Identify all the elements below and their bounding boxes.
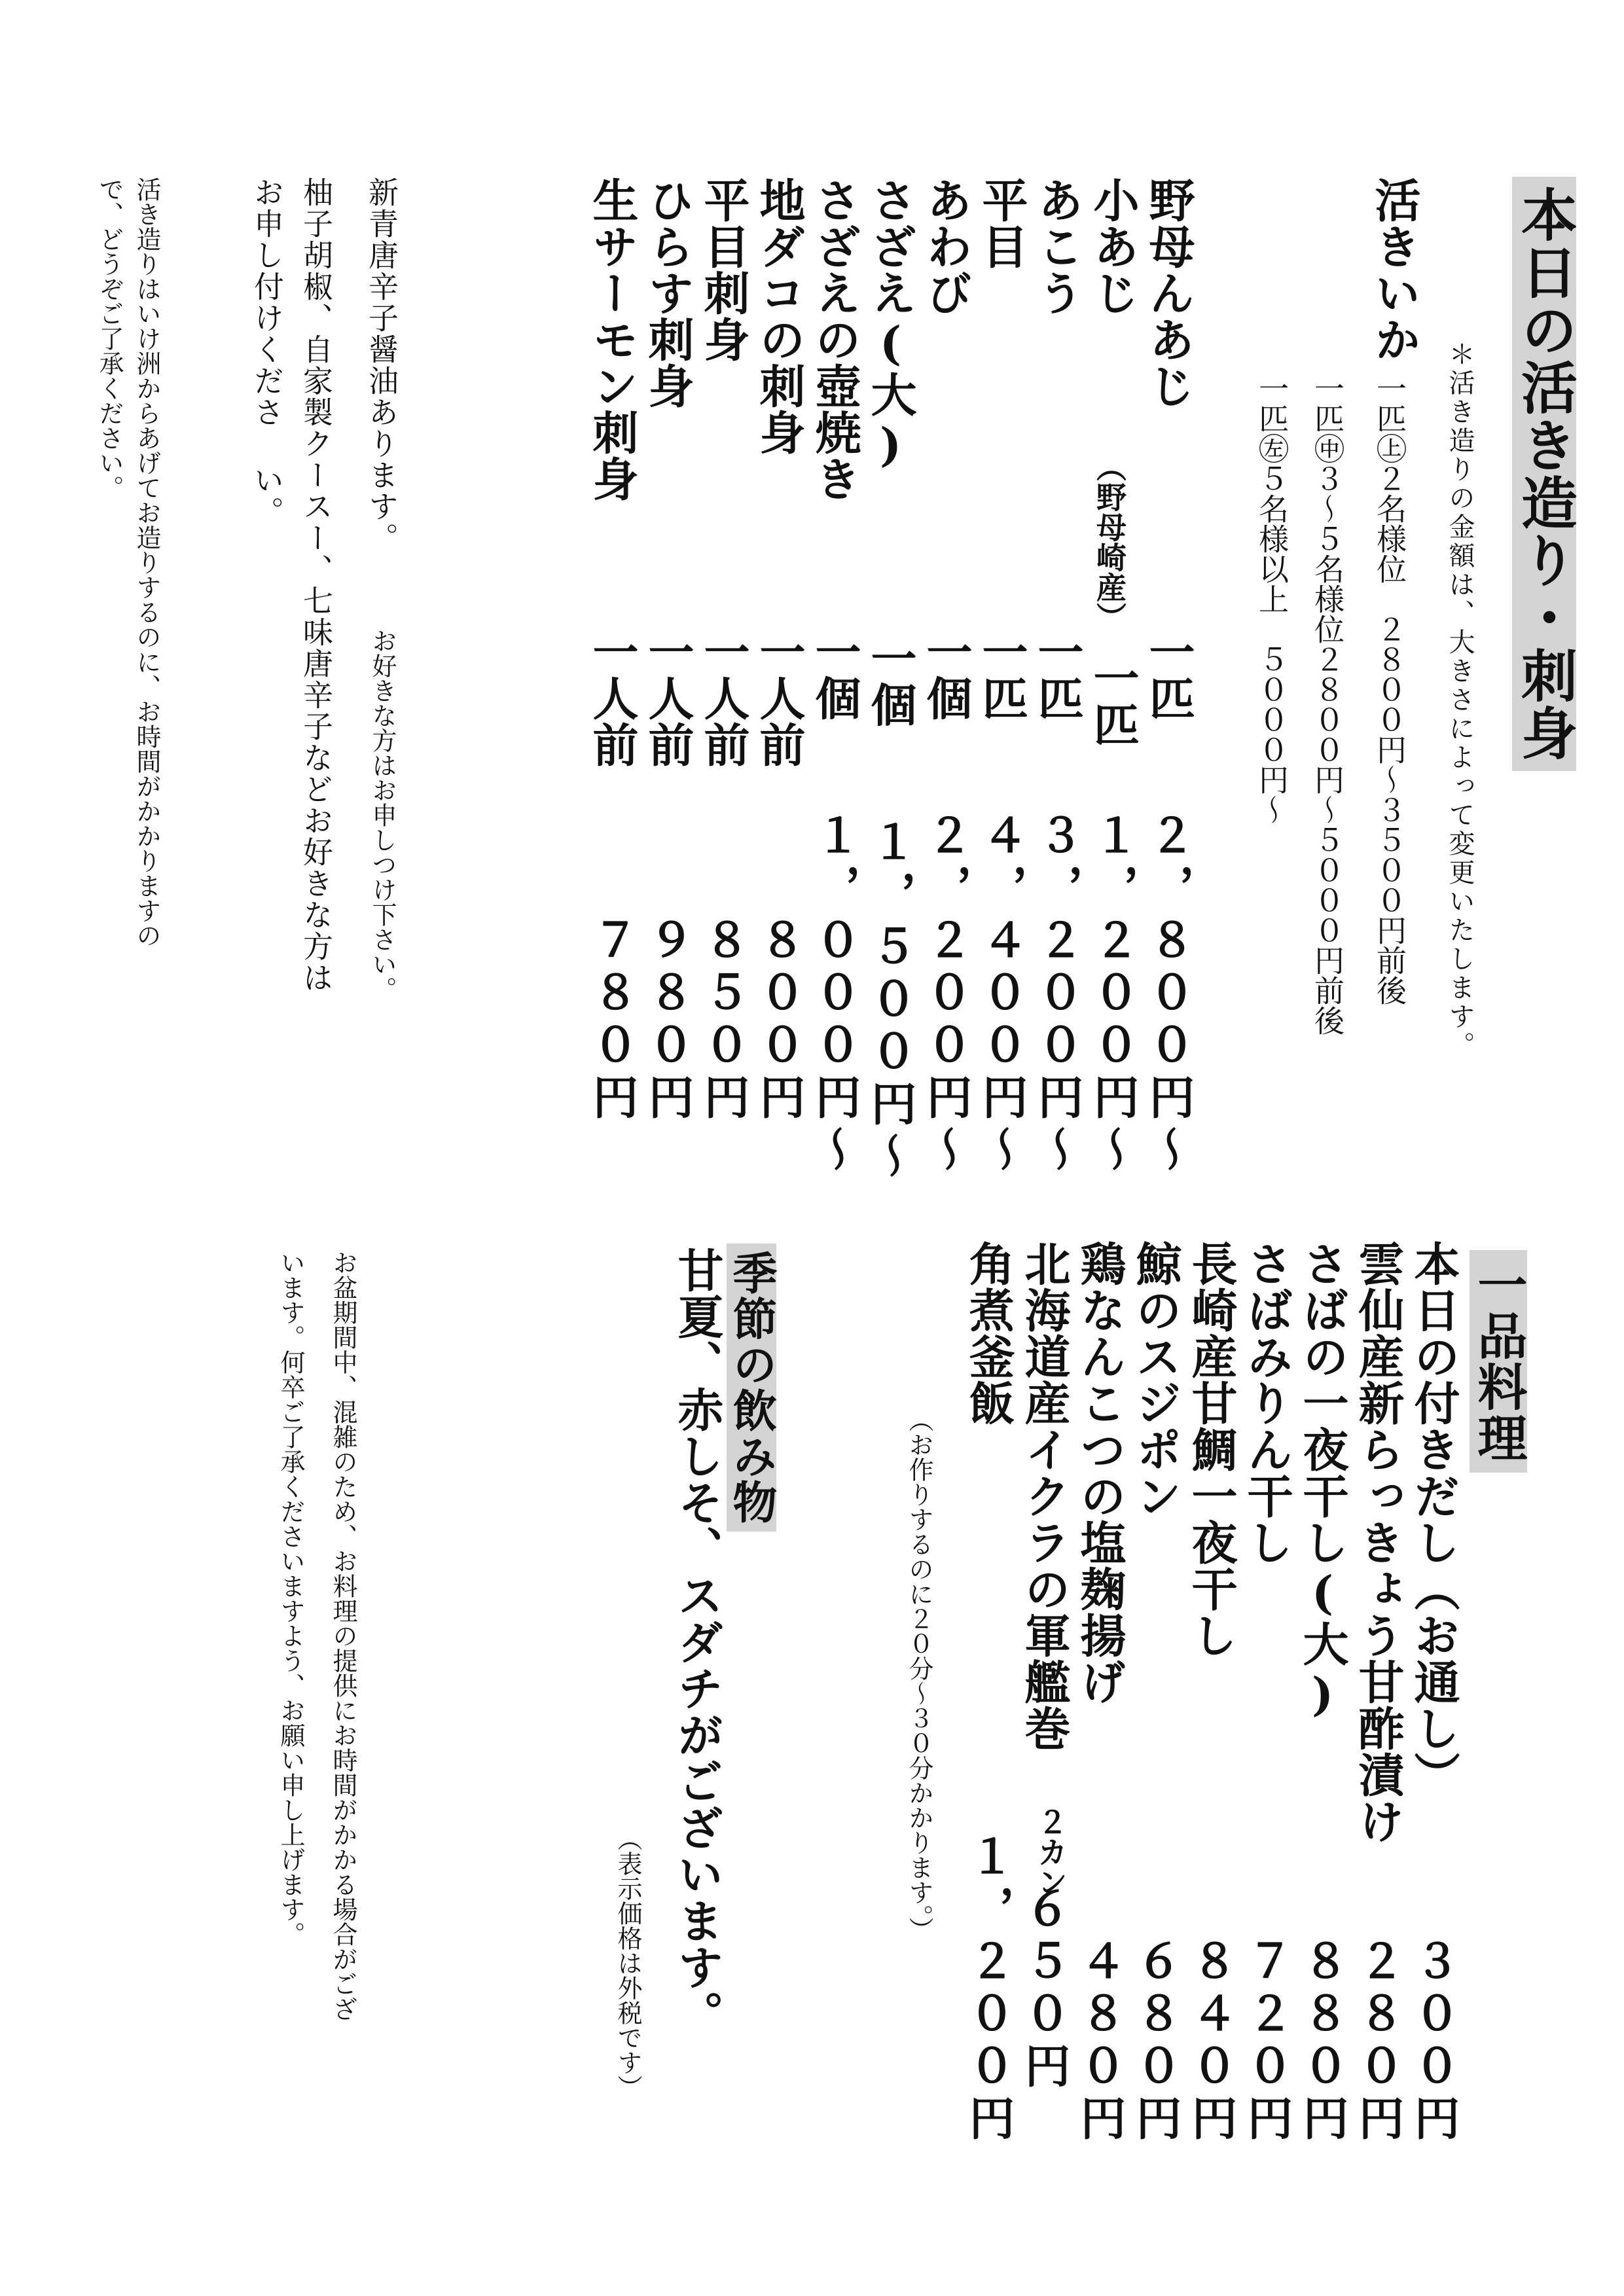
ika-size-large: 一匹㊧５名様以上 ５０００円～: [1254, 373, 1290, 825]
price-rakkyo: ２８０円: [1351, 1937, 1405, 2147]
item-akou: あこう: [1030, 177, 1085, 316]
price-otoshi: ３００円: [1407, 1937, 1461, 2147]
price-nomon-aji: ２，８００円～: [1142, 812, 1196, 1178]
price-sazae: １，５００円～: [863, 818, 918, 1185]
unit-nomon-aji: 一匹: [1142, 628, 1196, 721]
ippin-ikura: 北海道産イクラの軍艦巻: [1017, 1240, 1072, 1751]
ippin-nankotsu: 鶏なんこつの塩麹揚げ: [1073, 1240, 1127, 1705]
ippin-kamameshi: 角煮釜飯: [962, 1240, 1016, 1426]
item-koaji: 小あじ: [1086, 177, 1140, 316]
price-awabi: ２，２００円～: [919, 812, 973, 1178]
item-koaji-origin: （野母崎産）: [1092, 452, 1127, 632]
note-aotougarashi-request: お好きな方はお申しつけ下さい。: [368, 628, 397, 1001]
note-condiments: 柚子胡椒、自家製クースー、七味唐辛子などお好きな方は: [298, 177, 334, 994]
price-akou: ３，２００円～: [1030, 812, 1085, 1178]
ippin-saba-ichiyaboshi: さばの一夜干し(大): [1295, 1240, 1350, 1722]
tax-note: （表示価格は外税です）: [613, 1826, 642, 2100]
drinks-title: 季節の飲み物: [727, 1244, 776, 1532]
price-hirame-sashimi: ８５０円: [696, 916, 751, 1126]
note-aotougarashi: 新青唐辛子醤油あります。: [364, 177, 399, 554]
price-hirame: ４，４００円～: [975, 812, 1029, 1178]
ikezukuri-note-2: で、どうぞご了承ください。: [95, 177, 124, 500]
item-hirame: 平目: [975, 177, 1029, 270]
ippin-kamameshi-note: （お作りするのに２０分～３０分かかります。）: [905, 1407, 933, 1942]
unit-sazae-tsuboyaki: 一個: [808, 628, 862, 721]
unit-akou: 一匹: [1030, 628, 1085, 721]
price-sazae-tsuboyaki: １，０００円～: [808, 812, 862, 1178]
item-hirasu: ひらす刺身: [641, 177, 695, 409]
ikezukuri-note-1: 活き造りはいけ洲からあげてお造りするのに、お時間がかかりますの: [132, 177, 161, 948]
item-hirame-sashimi: 平目刺身: [696, 177, 751, 363]
item-salmon: 生サーモン刺身: [585, 177, 640, 502]
price-ikura: ６５０円: [1017, 1885, 1072, 2094]
unit-jidako: 一人前: [752, 628, 806, 768]
drinks-text: 甘夏、赤しそ、スダチがございます。: [670, 1247, 725, 2037]
price-saba-mirin: ７２０円: [1240, 1937, 1294, 2147]
unit-hirame-sashimi: 一人前: [696, 628, 751, 768]
obon-note-1: お盆期間中、混雑のため、お料理の提供にお時間がかかる場合がござ: [329, 1250, 357, 2021]
item-sazae-tsuboyaki: さざえの壺焼き: [808, 177, 862, 502]
ippin-rakkyo: 雲仙産新らっきょう甘酢漬け: [1351, 1240, 1405, 1844]
price-kujira: ６８０円: [1128, 1937, 1183, 2147]
item-jidako: 地ダコの刺身: [752, 177, 806, 456]
note-condiments-request: お申し付けくださ い。: [249, 177, 285, 528]
ika-size-medium: 一匹㊥３～５名様位２８００円～５０００円前後: [1310, 373, 1345, 1035]
price-kamameshi: １，２００円: [962, 1833, 1016, 2147]
price-amadai: ８４０円: [1184, 1937, 1238, 2147]
sashimi-price-note: ＊活き造りの金額は、大きさによって変更いたします。: [1445, 340, 1475, 1060]
ippin-ikura-qty: ２カン: [1033, 1806, 1068, 1897]
unit-hirame: 一匹: [975, 628, 1029, 721]
sashimi-title: 本日の活き造り・刺身: [1512, 177, 1576, 771]
price-nankotsu: ４８０円: [1073, 1937, 1127, 2147]
item-nomon-aji: 野母んあじ: [1142, 177, 1196, 409]
unit-hirasu: 一人前: [641, 628, 695, 768]
unit-koaji: 一匹: [1086, 655, 1140, 747]
ippin-saba-mirin: さばみりん干し: [1240, 1240, 1294, 1566]
ippin-title: 一品料理: [1470, 1250, 1527, 1473]
unit-salmon: 一人前: [585, 628, 640, 768]
unit-awabi: 一個: [919, 628, 973, 721]
ippin-otoshi: 本日の付きだし（お通し）: [1407, 1240, 1461, 1798]
price-saba-ichiyaboshi: ８８０円: [1295, 1937, 1350, 2147]
item-awabi: あわび: [919, 177, 973, 316]
unit-sazae: 一個: [863, 635, 918, 728]
item-sazae: さざえ(大): [863, 177, 918, 473]
price-hirasu: ９８０円: [641, 916, 695, 1126]
price-koaji: １，２００円～: [1086, 812, 1140, 1178]
ika-name: 活きいか: [1367, 177, 1422, 363]
ika-size-small: 一匹㊤２名様位 ２８００円～３５００円前後: [1372, 373, 1407, 1005]
ippin-amadai: 長崎産甘鯛一夜干し: [1184, 1240, 1238, 1659]
price-salmon: ７８０円: [585, 916, 640, 1126]
price-jidako: ８００円: [752, 916, 806, 1126]
ippin-kujira: 鯨のスジポン: [1128, 1240, 1183, 1519]
obon-note-2: います。何卒ご了承くださいますよう、お願い申し上げます。: [276, 1250, 305, 1946]
